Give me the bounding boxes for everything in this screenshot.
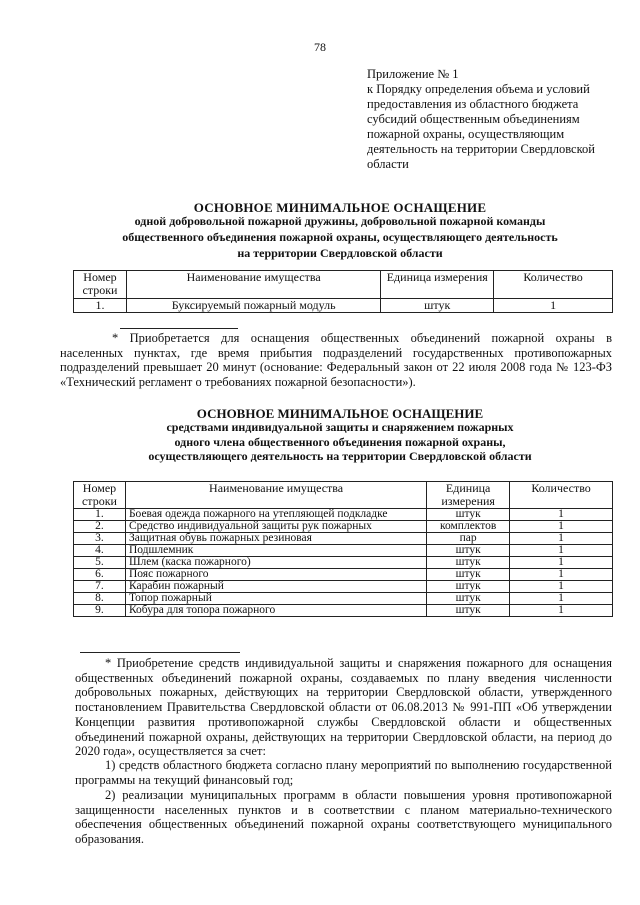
cell-quantity: 1 xyxy=(510,509,613,521)
cell-name: Карабин пожарный xyxy=(125,581,426,593)
page-number: 78 xyxy=(314,40,326,54)
cell-number: 1. xyxy=(74,509,126,521)
cell-quantity: 1 xyxy=(510,593,613,605)
cell-quantity: 1 xyxy=(510,557,613,569)
cell-unit: штук xyxy=(427,557,510,569)
table-row xyxy=(74,593,613,605)
cell-number: 9. xyxy=(74,605,126,617)
section1-footnote: * Приобретается для оснащения общественных объединений пожарной охраны в населенных пунктах, где время прибытия подразделений государственных противопожарных подразделений превышает 20 минут (основание: Федеральный закон от 22 июля 2008 года № 123-ФЗ «Технический регламент о требованиях пожарной безопасности»). xyxy=(60,331,612,389)
cell-number: 6. xyxy=(74,569,126,581)
funding-item-1: 1) средств областного бюджета согласно плану мероприятий по выполнению государственной программы на текущий финансовый год; xyxy=(75,758,612,787)
cell-quantity: 1 xyxy=(510,521,613,533)
cell-unit: комплектов xyxy=(427,521,510,533)
cell-number: 8. xyxy=(74,593,126,605)
cell-name: Средство индивидуальной защиты рук пожарных xyxy=(125,521,426,533)
cell-number: 1. xyxy=(74,299,127,313)
header-unit: Единица измерения xyxy=(381,271,494,299)
cell-number: 2. xyxy=(74,521,126,533)
section1-subtitle xyxy=(60,213,620,261)
table-row xyxy=(74,557,613,569)
cell-quantity: 1 xyxy=(494,299,613,313)
cell-name: Шлем (каска пожарного) xyxy=(125,557,426,569)
header-quantity: Количество xyxy=(510,482,613,509)
cell-quantity: 1 xyxy=(510,581,613,593)
cell-unit: штук xyxy=(427,545,510,557)
equipment-table-2 xyxy=(73,481,613,617)
cell-name: Буксируемый пожарный модуль xyxy=(126,299,380,313)
table-row xyxy=(74,299,613,313)
section2-footnote: * Приобретение средств индивидуальной защиты и снаряжения пожарного для оснащения общественных объединений пожарной охраны, создаваемых по плану введения численности добровольных пожарных, действующих на территории Свердловской области, утвержденного постановлением Правительства Свердловской области от 06.08.2013 № 991-ПП «Об утверждении Концепции развития противопожарной службы Свердловской области и общественных объединений пожарной охраны, действующих на территории Свердловской области, на период до 2020 года», осуществляется за счет: xyxy=(75,656,612,759)
section2-subtitle xyxy=(60,420,620,464)
cell-unit: штук xyxy=(427,581,510,593)
appendix-line: к Порядку определения объема и условий xyxy=(367,82,590,96)
cell-name: Кобура для топора пожарного xyxy=(125,605,426,617)
cell-quantity: 1 xyxy=(510,533,613,545)
section2-title: ОСНОВНОЕ МИНИМАЛЬНОЕ ОСНАЩЕНИЕ xyxy=(196,406,484,421)
table-row xyxy=(74,605,613,617)
cell-unit: пар xyxy=(427,533,510,545)
funding-item-2: 2) реализации муниципальных программ в области повышения уровня противопожарной защищенности населенных пунктов и в соответствии с планом материально-технического обеспечения общественных объединений пожарной охраны соответствующего муниципального образования. xyxy=(75,788,612,847)
cell-name: Защитная обувь пожарных резиновая xyxy=(125,533,426,545)
table-row xyxy=(74,509,613,521)
table-row xyxy=(74,521,613,533)
subtitle-line: одного члена общественного объединения пожарной охраны, xyxy=(174,434,506,449)
appendix-line: субсидий общественным объединениям xyxy=(367,112,580,126)
appendix-line: Приложение № 1 xyxy=(367,67,459,81)
cell-name: Боевая одежда пожарного на утепляющей подкладке xyxy=(125,509,426,521)
cell-quantity: 1 xyxy=(510,605,613,617)
cell-unit: штук xyxy=(427,509,510,521)
appendix-line: области xyxy=(367,157,409,171)
equipment-table-1 xyxy=(73,270,613,313)
header-quantity: Количество xyxy=(494,271,613,299)
appendix-note xyxy=(367,67,617,172)
subtitle-line: осуществляющего деятельность на территории Свердловской области xyxy=(148,449,532,463)
footnote-separator xyxy=(80,652,240,653)
table-row xyxy=(74,533,613,545)
footnote-separator xyxy=(120,328,238,329)
cell-name: Пояс пожарного xyxy=(125,569,426,581)
header-row-number: Номер строки xyxy=(74,271,127,299)
cell-number: 4. xyxy=(74,545,126,557)
header-unit: Единица измерения xyxy=(427,482,510,509)
subtitle-line: общественного объединения пожарной охраны, осуществляющего деятельность xyxy=(122,230,558,244)
cell-number: 7. xyxy=(74,581,126,593)
appendix-line: деятельность на территории Свердловской xyxy=(367,142,595,156)
appendix-line: предоставления из областного бюджета xyxy=(367,97,579,111)
subtitle-line: на территории Свердловской области xyxy=(237,246,443,260)
cell-unit: штук xyxy=(427,569,510,581)
appendix-line: пожарной охраны, осуществляющим xyxy=(367,127,565,141)
table-row xyxy=(74,569,613,581)
header-item-name: Наименование имущества xyxy=(125,482,426,509)
section1-title: ОСНОВНОЕ МИНИМАЛЬНОЕ ОСНАЩЕНИЕ xyxy=(193,200,487,215)
table-row xyxy=(74,545,613,557)
table-row xyxy=(74,581,613,593)
table-header-row xyxy=(74,482,613,509)
subtitle-line: средствами индивидуальной защиты и снаряжением пожарных xyxy=(166,420,514,434)
header-item-name: Наименование имущества xyxy=(126,271,380,299)
cell-name: Топор пожарный xyxy=(125,593,426,605)
cell-unit: штук xyxy=(427,593,510,605)
cell-name: Подшлемник xyxy=(125,545,426,557)
cell-quantity: 1 xyxy=(510,545,613,557)
table-header-row xyxy=(74,271,613,299)
cell-quantity: 1 xyxy=(510,569,613,581)
cell-number: 5. xyxy=(74,557,126,569)
cell-unit: штук xyxy=(381,299,494,313)
cell-unit: штук xyxy=(427,605,510,617)
cell-number: 3. xyxy=(74,533,126,545)
header-row-number: Номер строки xyxy=(74,482,126,509)
subtitle-line: одной добровольной пожарной дружины, добровольной пожарной команды xyxy=(134,214,546,228)
